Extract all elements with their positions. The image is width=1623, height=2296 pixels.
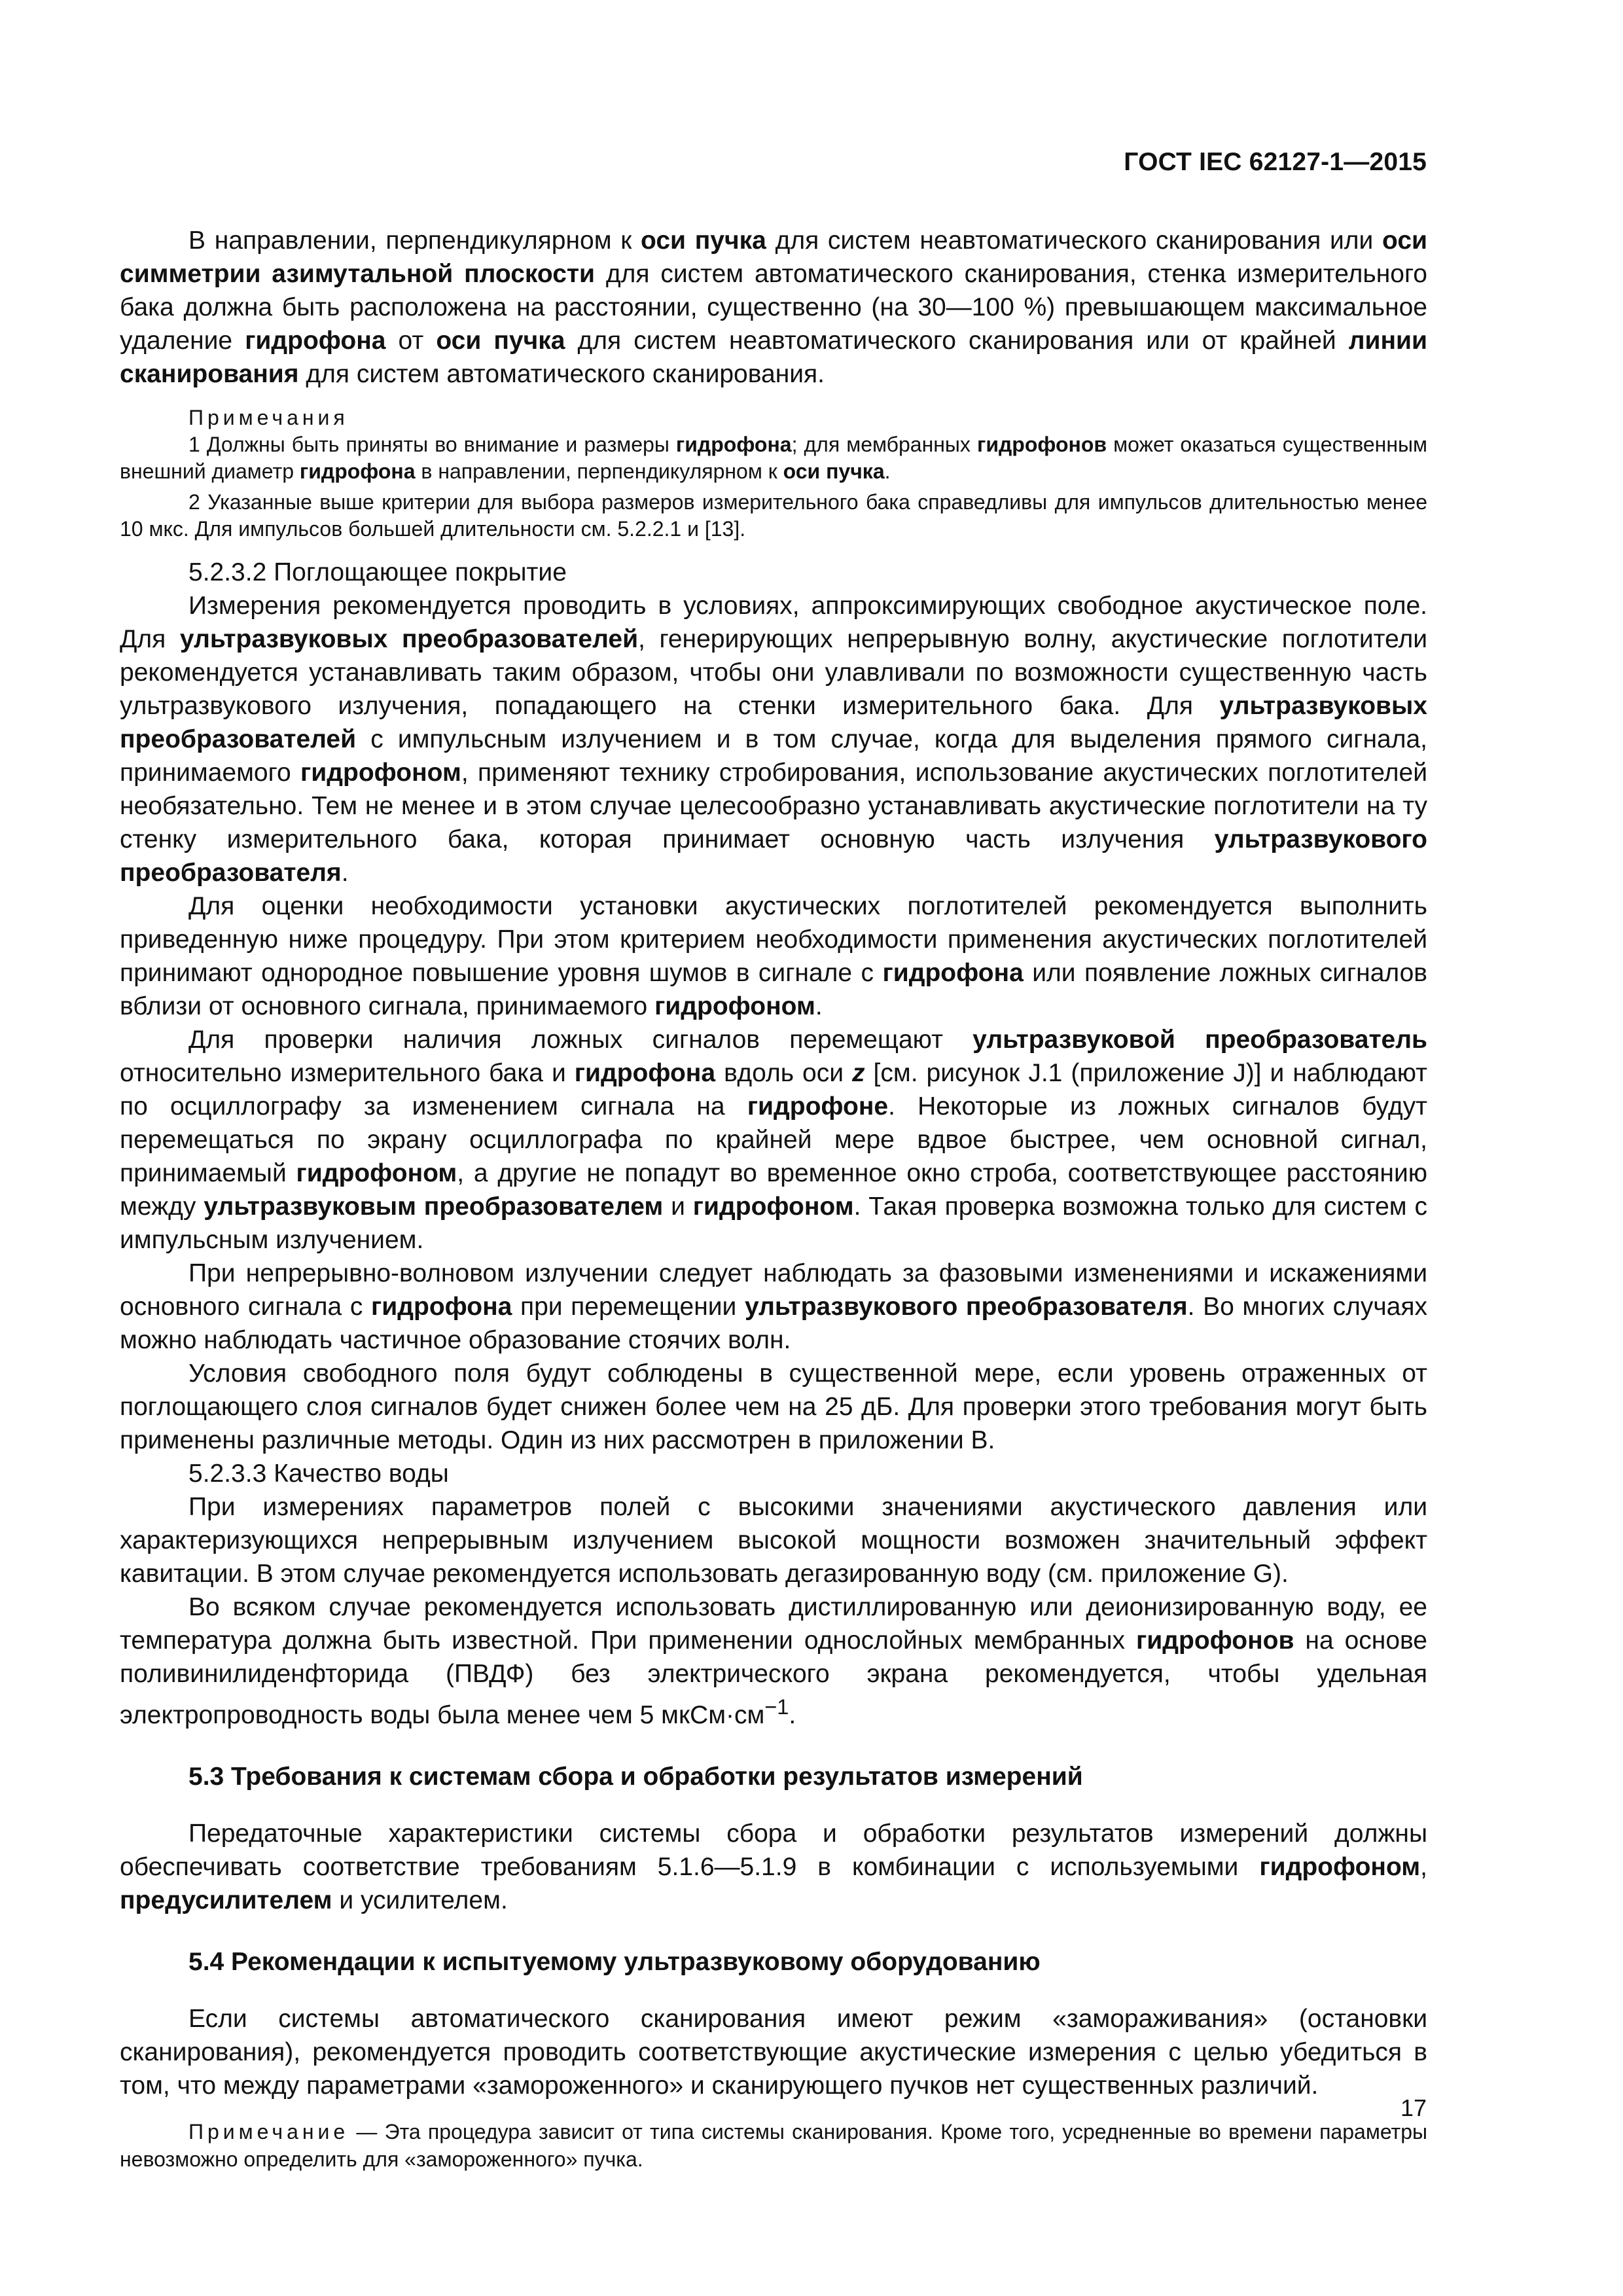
note-1: 1 Должны быть приняты во внимание и размеры гидрофона; для мембранных гидрофонов может оказаться существенным внешний диаметр гидрофона в направлении, перпендикулярном к оси пучка.: [120, 433, 1428, 483]
paragraph-freeze-mode: Если системы автоматического сканирования имеют режим «замораживания» (остановки сканирования), рекомендуется проводить соответствующие акустические измерения с целью убедиться в том, что между параметрами «замороженного» и сканирующего пучков нет существенных различий.: [120, 2005, 1427, 2100]
paragraph-absorber-procedure: Для оценки необходимости установки акустических поглотителей рекомендуется выполнить приведенную ниже процедуру. При этом критерием необходимости применения акустических поглотителей принимают однородное повышение уровня шумов в сигнале с гидрофона или появление ложных сигналов вблизи от основного сигнала, принимаемого гидрофоном.: [120, 892, 1428, 1020]
paragraph-water: Во всяком случае рекомендуется использовать дистиллированную или деионизированную воду, ее температура должна быть известной. При применении однослойных мембранных гидрофонов на основе поливинилиденфторида (ПВДФ) без электрического экрана рекомендуется, чтобы удельная электропроводность воды была менее чем 5 $мкСм\cdot см^{-1}$.: [120, 1593, 1427, 1729]
paragraph-absorbers: Измерения рекомендуется проводить в условиях, аппроксимирующих свободное акустическое поле. Для ультразвуковых преобразователей, генерирующих непрерывную волну, акустические поглотители рекомендуется устанавливать таким образом, чтобы они улавливали по возможности существенную часть ультразвукового излучения, попадающего на стенки измерительного бака. Для ультразвуковых преобразователей с импульсным излучением и в том случае, когда для выделения прямого сигнала, принимаемого гидрофоном, применяют технику стробирования, использование акустических поглотителей необязательно. Тем не менее и в этом случае целесообразно устанавливать акустические поглотители на ту стенку измерительного бака, которая принимает основную часть излучения ультразвукового преобразователя.: [120, 592, 1428, 887]
section-5-2-3-2-title: 5.2.3.2 Поглощающее покрытие: [188, 558, 567, 586]
paragraph-cavitation: При измерениях параметров полей с высокими значениями акустического давления или характеризующихся непрерывным излучением высокой мощности возможен значительный эффект кавитации. В этом случае рекомендуется использовать дегазированную воду (см. приложение G).: [120, 1493, 1427, 1588]
page-number: 17: [1400, 2094, 1427, 2121]
paragraph-continuous-wave: При непрерывно-волновом излучении следует наблюдать за фазовыми изменениями и искажениями основного сигнала с гидрофона при перемещении ультразвукового преобразователя. Во многих случаях можно наблюдать частичное образование стоячих волн.: [120, 1259, 1427, 1354]
document-body: [120, 224, 1427, 2173]
paragraph-free-field: Условия свободного поля будут соблюдены в существенной мере, если уровень отраженных от поглощающего слоя сигналов будет снижен более чем на 25 дБ. Для проверки этого требования могут быть применены различные методы. Один из них рассмотрен в приложении В.: [120, 1359, 1427, 1454]
paragraph-false-signals: Для проверки наличия ложных сигналов перемещают ультразвуковой преобразователь относительно измерительного бака и гидрофона вдоль оси z [см. рисунок J.1 (приложение J)] и наблюдают по осциллографу за изменением сигнала на гидрофоне. Некоторые из ложных сигналов будут перемещаться по экрану осциллографа по крайней мере вдвое быстрее, чем основной сигнал, принимаемый гидрофоном, а другие не попадут во временное окно строба, соответствующее расстоянию между ультразвуковым преобразователем и гидрофоном. Такая проверка возможна только для систем с импульсным излучением.: [120, 1026, 1427, 1254]
document-header: ГОСТ IEC 62127-1—2015: [1124, 148, 1427, 176]
section-5-2-3-3-title: 5.2.3.3 Качество воды: [188, 1460, 449, 1488]
notes-heading: Примечания: [188, 406, 349, 429]
section-5-4-title: 5.4 Рекомендации к испытуемому ультразвуковому оборудованию: [188, 1948, 1041, 1976]
section-5-3-title: 5.3 Требования к системам сбора и обработки результатов измерений: [188, 1763, 1083, 1791]
paragraph-acquisition: Передаточные характеристики системы сбора и обработки результатов измерений должны обеспечивать соответствие требованиям 5.1.6—5.1.9 в комбинации с используемыми гидрофоном, предусилителем и усилителем.: [120, 1820, 1427, 1914]
final-note: Примечание — Эта процедура зависит от типа системы сканирования. Кроме того, усредненные во времени параметры невозможно определить для «замороженного» пучка.: [120, 2120, 1427, 2171]
paragraph-tank-distance: В направлении, перпендикулярном к оси пучка для систем неавтоматического сканирования или оси симметрии азимутальной плоскости для систем автоматического сканирования, стенка измерительного бака должна быть расположена на расстоянии, существенно (на 30—100 %) превышающем максимальное удаление гидрофона от оси пучка для систем неавтоматического сканирования или от крайней линии сканирования для систем автоматического сканирования.: [120, 226, 1428, 388]
note-2: 2 Указанные выше критерии для выбора размеров измерительного бака справедливы для импульсов длительностью менее 10 мкс. Для импульсов большей длительности см. 5.2.2.1 и [13].: [120, 490, 1427, 541]
